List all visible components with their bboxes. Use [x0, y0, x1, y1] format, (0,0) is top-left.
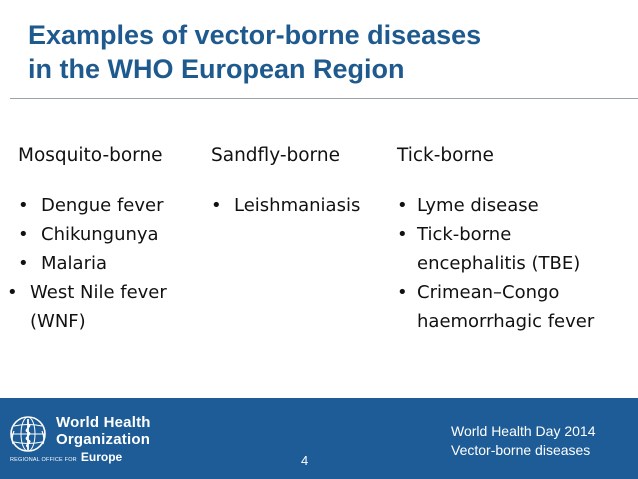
column-sandfly-borne	[211, 143, 391, 220]
disease-list	[397, 191, 633, 336]
bullet-marker: •	[397, 282, 408, 303]
list-item: • Malaria	[18, 249, 200, 278]
list-item: • Leishmaniasis	[211, 191, 391, 220]
slide-title-line2: in the WHO European Region	[28, 54, 405, 84]
column-tick-borne	[397, 143, 633, 336]
slide-title-line1: Examples of vector-borne diseases	[28, 20, 482, 50]
bullet-marker: •	[18, 195, 29, 216]
slide-title	[28, 18, 628, 86]
list-item: • Dengue fever	[18, 191, 200, 220]
disease-list	[211, 191, 391, 220]
list-item: • Tick-borne encephalitis (TBE)	[397, 220, 617, 278]
column-heading: Sandfly-borne	[211, 145, 340, 166]
bullet-marker: •	[18, 253, 29, 274]
logo-region-row	[10, 450, 151, 464]
list-item: • West Nile fever (WNF)	[18, 278, 200, 336]
logo-region-label: REGIONAL OFFICE FOR	[10, 457, 77, 463]
logo-line2: Organization	[56, 431, 151, 448]
list-item: • Chikungunya	[18, 220, 200, 249]
page-number: 4	[301, 453, 309, 468]
list-item: • Crimean–Congo haemorrhagic fever	[397, 278, 637, 336]
column-mosquito-borne	[7, 143, 200, 336]
bullet-marker: •	[18, 224, 29, 245]
disease-list	[7, 191, 200, 336]
who-emblem-icon	[8, 414, 48, 454]
event-line2: Vector-borne diseases	[451, 442, 591, 458]
column-heading: Tick-borne	[397, 145, 494, 166]
bullet-marker: •	[7, 282, 18, 303]
logo-line1: World Health	[56, 414, 151, 431]
title-divider	[10, 98, 638, 99]
event-line1: World Health Day 2014	[451, 423, 596, 439]
footer-event-text	[451, 422, 595, 460]
logo-europe-label: Europe	[80, 450, 123, 464]
list-item: • Lyme disease	[397, 191, 633, 220]
column-heading: Mosquito-borne	[18, 145, 163, 166]
bullet-marker: •	[397, 195, 408, 216]
who-logo-text	[10, 414, 151, 464]
bullet-marker: •	[397, 224, 408, 245]
bullet-marker: •	[211, 195, 222, 216]
footer-bar	[0, 398, 638, 479]
